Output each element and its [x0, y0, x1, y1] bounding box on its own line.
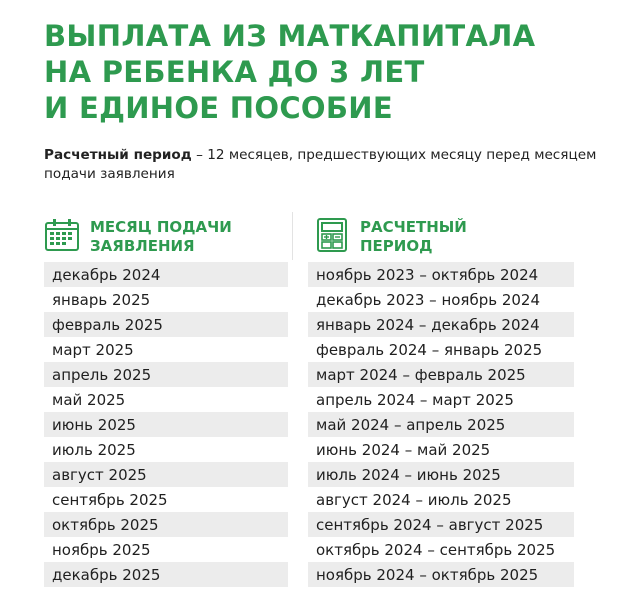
month-cell: март 2025 [52, 340, 134, 359]
month-cell: апрель 2025 [44, 362, 288, 387]
table-row [44, 337, 584, 362]
month-cell: август 2025 [44, 462, 288, 487]
table-row [44, 412, 584, 437]
column-divider [292, 212, 293, 260]
table-row [44, 262, 584, 287]
title-line: И ЕДИНОЕ ПОСОБИЕ [44, 91, 393, 125]
period-cell: июнь 2024 – май 2025 [316, 440, 491, 459]
period-cell: февраль 2024 – январь 2025 [316, 340, 543, 359]
column-header-month [44, 218, 232, 256]
column-header-line: РАСЧЕТНЫЙ [360, 218, 467, 236]
table-row [44, 537, 584, 562]
period-cell: ноябрь 2023 – октябрь 2024 [308, 262, 574, 287]
month-cell: октябрь 2025 [44, 512, 288, 537]
title-line: НА РЕБЕНКА ДО 3 ЛЕТ [44, 55, 425, 89]
month-cell: июнь 2025 [44, 412, 288, 437]
table-row [44, 562, 584, 587]
month-cell: май 2025 [52, 390, 126, 409]
period-cell: апрель 2024 – март 2025 [316, 390, 514, 409]
column-header-line: ЗАЯВЛЕНИЯ [90, 237, 195, 255]
table-row [44, 362, 584, 387]
column-header-line: ПЕРИОД [360, 237, 433, 255]
month-cell: июль 2025 [52, 440, 136, 459]
table-row [44, 287, 584, 312]
subtitle-text: – 12 месяцев, предшествующих месяцу перед месяцем подачи заявления [44, 147, 597, 182]
table-row [44, 312, 584, 337]
column-header-label [90, 218, 232, 256]
period-table [44, 262, 584, 587]
period-cell: июль 2024 – июнь 2025 [308, 462, 574, 487]
month-cell: декабрь 2025 [44, 562, 288, 587]
period-cell: март 2024 – февраль 2025 [308, 362, 574, 387]
calendar-icon [44, 218, 80, 252]
title-line: ВЫПЛАТА ИЗ МАТКАПИТАЛА [44, 19, 536, 53]
calculator-icon [314, 218, 350, 252]
period-cell: октябрь 2024 – сентябрь 2025 [316, 540, 556, 559]
table-row [44, 437, 584, 462]
period-cell: сентябрь 2024 – август 2025 [308, 512, 574, 537]
subtitle [44, 146, 604, 184]
subtitle-bold: Расчетный период [44, 147, 192, 163]
column-header-line: МЕСЯЦ ПОДАЧИ [90, 218, 232, 236]
table-row [44, 387, 584, 412]
month-cell: декабрь 2024 [44, 262, 288, 287]
month-cell: февраль 2025 [44, 312, 288, 337]
period-cell: ноябрь 2024 – октябрь 2025 [308, 562, 574, 587]
month-cell: сентябрь 2025 [52, 490, 168, 509]
column-header-period [314, 218, 467, 256]
month-cell: январь 2025 [52, 290, 151, 309]
page-title [44, 18, 535, 126]
period-cell: декабрь 2023 – ноябрь 2024 [316, 290, 541, 309]
table-row [44, 512, 584, 537]
period-cell: август 2024 – июль 2025 [316, 490, 512, 509]
period-cell: январь 2024 – декабрь 2024 [308, 312, 574, 337]
period-cell: май 2024 – апрель 2025 [308, 412, 574, 437]
month-cell: ноябрь 2025 [52, 540, 151, 559]
table-row [44, 462, 584, 487]
table-row [44, 487, 584, 512]
column-header-label [360, 218, 467, 256]
